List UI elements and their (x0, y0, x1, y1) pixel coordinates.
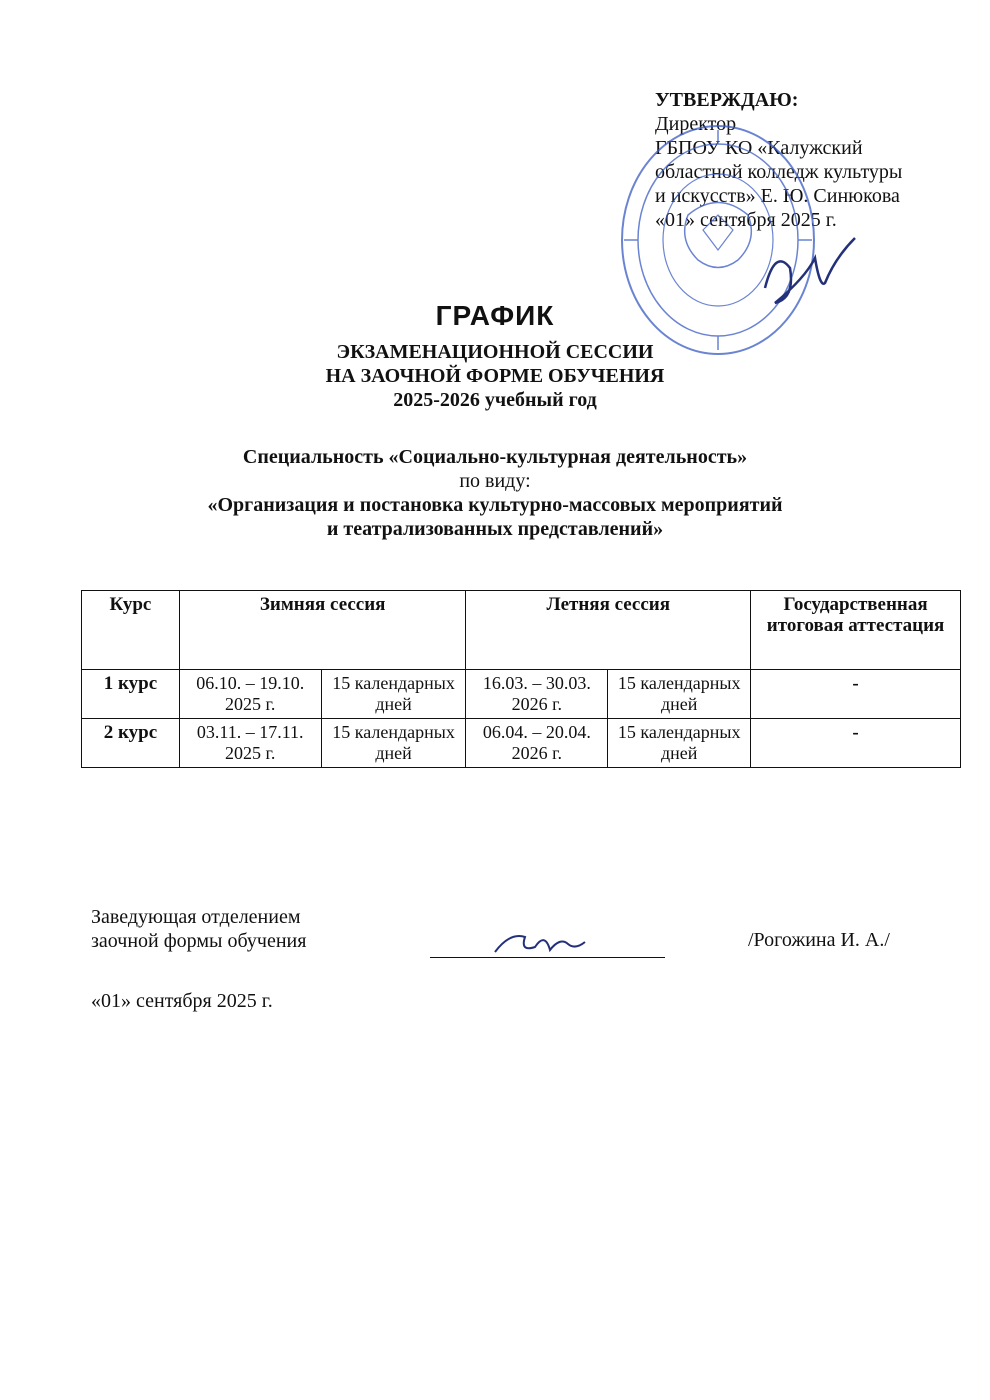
table-row (82, 670, 961, 719)
header-course: Курс (82, 591, 180, 670)
course-cell: 2 курс (82, 719, 180, 768)
head-signature-icon (490, 922, 590, 962)
gia-cell: - (751, 719, 961, 768)
position-line: заочной формы обучения (91, 930, 307, 952)
winter-days-cell: 15 календарных дней (321, 670, 466, 719)
specialty-name: Специальность «Социально-культурная деятельность» (242, 446, 748, 468)
table-header-row (82, 591, 961, 670)
header-winter: Зимняя сессия (179, 591, 466, 670)
position-line: Заведующая отделением (91, 906, 301, 928)
header-gia: Государственная итоговая аттестация (751, 591, 961, 670)
course-cell: 1 курс (82, 670, 180, 719)
approval-line: ГБПОУ КО «Калужский (655, 137, 863, 159)
approval-line: и искусств» Е. Ю. Синюкова (655, 185, 900, 207)
subtitle-line: НА ЗАОЧНОЙ ФОРМЕ ОБУЧЕНИЯ (325, 365, 665, 387)
subtitle-line: ЭКЗАМЕНАЦИОННОЙ СЕССИИ (336, 341, 654, 363)
document-date: «01» сентября 2025 г. (91, 990, 273, 1012)
signature-line (430, 957, 665, 958)
approval-line: областной колледж культуры (655, 161, 903, 183)
header-summer: Летняя сессия (466, 591, 751, 670)
specialty-kind-label: по виду: (459, 470, 531, 492)
summer-days-cell: 15 календарных дней (608, 719, 751, 768)
specialty-kind: «Организация и постановка культурно-массовых мероприятий (207, 494, 783, 516)
summer-days-cell: 15 календарных дней (608, 670, 751, 719)
gia-cell: - (751, 670, 961, 719)
session-schedule-table (81, 590, 961, 768)
table-row (82, 719, 961, 768)
document-title: ГРАФИК (435, 300, 555, 331)
summer-dates-cell: 06.04. – 20.04. 2026 г. (466, 719, 608, 768)
summer-dates-cell: 16.03. – 30.03. 2026 г. (466, 670, 608, 719)
winter-dates-cell: 03.11. – 17.11. 2025 г. (179, 719, 321, 768)
winter-dates-cell: 06.10. – 19.10. 2025 г. (179, 670, 321, 719)
approval-line: Директор (655, 113, 737, 135)
approval-heading: УТВЕРЖДАЮ: (655, 89, 799, 111)
approval-line: «01» сентября 2025 г. (655, 209, 837, 231)
head-name: /Рогожина И. А./ (748, 929, 890, 951)
specialty-block (0, 445, 990, 541)
approval-block (655, 88, 975, 232)
head-position (91, 905, 306, 953)
academic-year: 2025-2026 учебный год (393, 389, 597, 411)
specialty-kind: и театрализованных представлений» (326, 518, 664, 540)
winter-days-cell: 15 календарных дней (321, 719, 466, 768)
document-subtitle (0, 340, 990, 412)
